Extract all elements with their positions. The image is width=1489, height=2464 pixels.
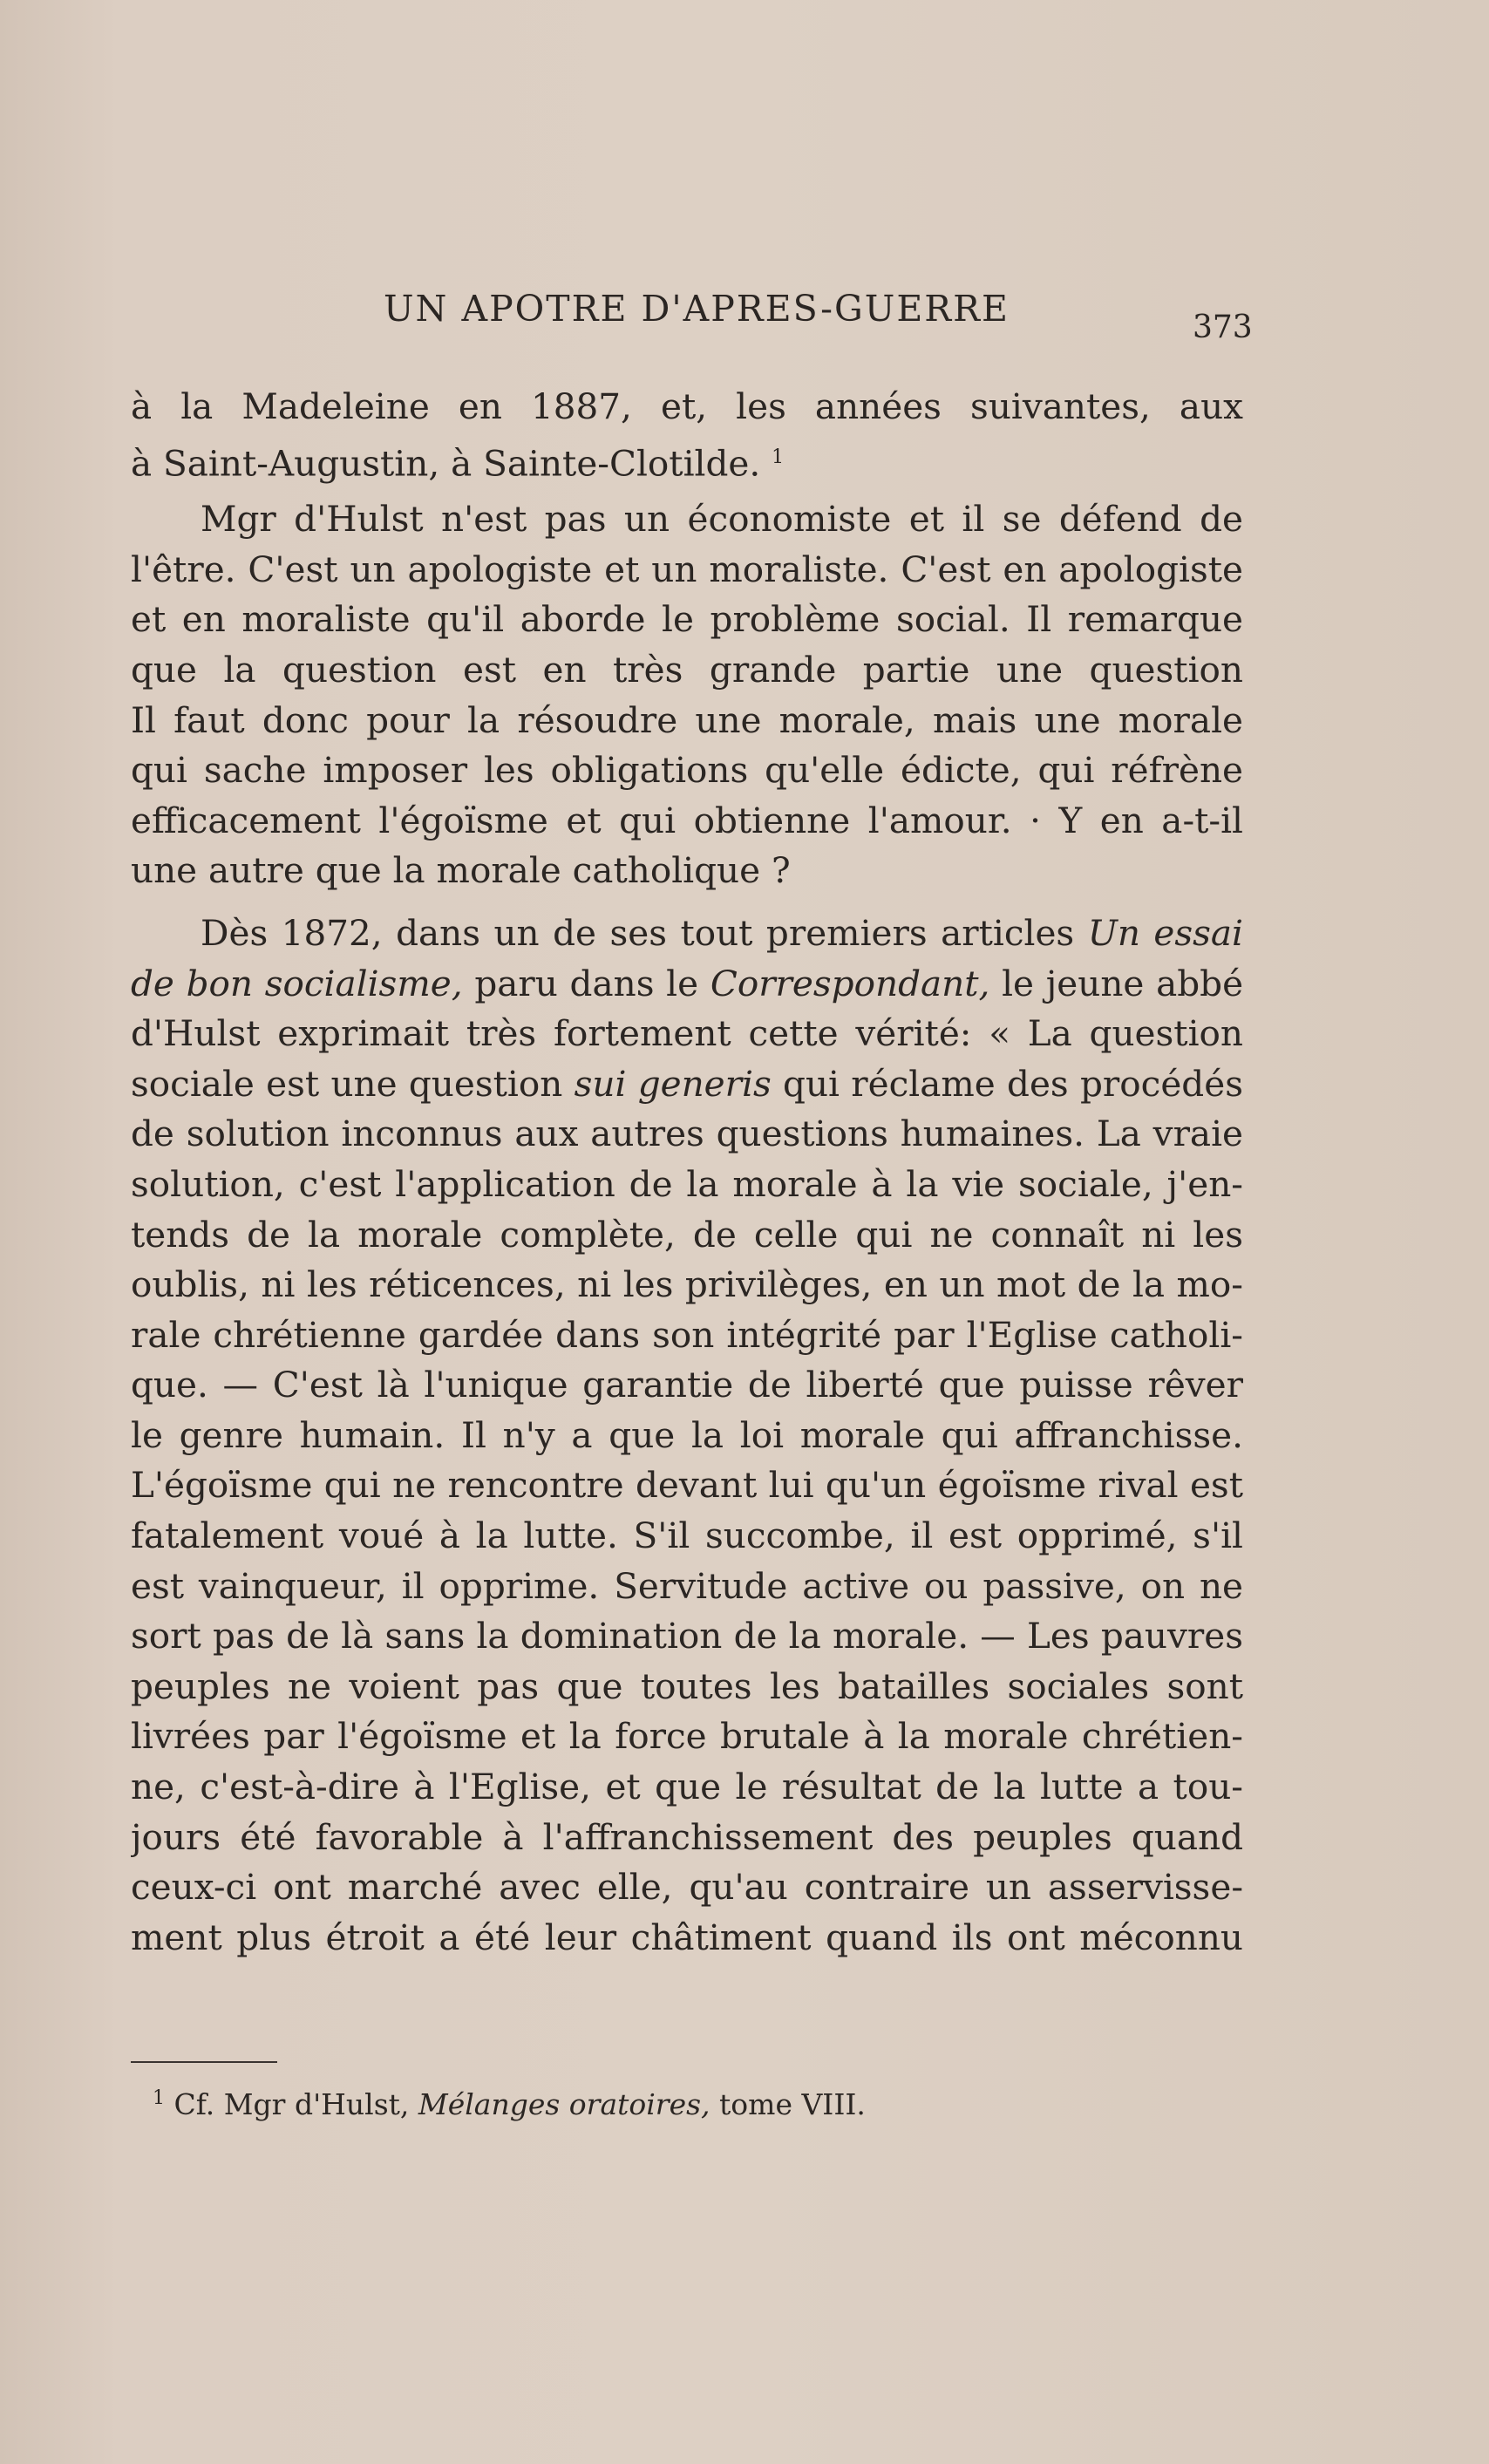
text-line: Mgr d'Hulst n'est pas un économiste et il se défend de xyxy=(201,498,1243,541)
text-segment: à Saint-Augustin, à Sainte-Clotilde. xyxy=(131,442,761,485)
text-line: L'égoïsme qui ne rencontre devant lui qu'un égoïsme rival est xyxy=(131,1464,1243,1507)
footnote-text: Cf. Mgr d'Hulst, xyxy=(173,2087,410,2121)
running-title: UN APOTRE D'APRES-GUERRE xyxy=(384,288,1010,330)
footnote xyxy=(153,2087,866,2121)
text-line xyxy=(131,1059,1243,1110)
footnote-rule xyxy=(131,2061,277,2063)
text-line xyxy=(131,432,1243,483)
text-line xyxy=(131,909,1243,959)
text-line: peuples ne voient pas que toutes les batailles sociales sont xyxy=(131,1664,1243,1707)
text-line: l'être. C'est un apologiste et un moraliste. C'est en apologiste xyxy=(131,548,1243,590)
text-line: rale chrétienne gardée dans son intégrité par l'Eglise catholi- xyxy=(131,1313,1243,1356)
latin-phrase: sui generis xyxy=(574,1062,772,1105)
footnote-mark: 1 xyxy=(153,2087,165,2109)
text-line: ne, c'est-à-dire à l'Eglise, et que le résultat de la lutte a tou- xyxy=(131,1766,1243,1808)
text-line: d'Hulst exprimait très fortement cette vérité: « La question xyxy=(131,1012,1243,1055)
text-line: et en moraliste qu'il aborde le problème social. Il remarque xyxy=(131,598,1243,641)
text-line: solution, c'est l'application de la morale à la vie sociale, j'en- xyxy=(131,1162,1243,1205)
text-line xyxy=(131,959,1243,1010)
footnote-reference: 1 xyxy=(772,446,785,468)
text-line: que. — C'est là l'unique garantie de liberté que puisse rêver xyxy=(131,1364,1243,1406)
text-line: que la question est en très grande partie une question xyxy=(131,648,1243,691)
text-line: ment plus étroit a été leur châtiment quand ils ont méconnu xyxy=(131,1916,1243,1958)
text-line: est vainqueur, il opprime. Servitude active ou passive, on ne xyxy=(131,1564,1243,1607)
text-line: une autre que la morale catholique ? xyxy=(131,849,791,892)
text-segment: paru dans le xyxy=(474,962,699,1004)
text-segment: qui réclame des procédés xyxy=(783,1062,1243,1105)
text-segment: le jeune abbé xyxy=(1002,962,1243,1004)
article-title: Un essai xyxy=(1087,911,1243,954)
text-line: Il faut donc pour la résoudre une morale, mais une morale xyxy=(131,698,1243,741)
text-line: qui sache imposer les obligations qu'elle édicte, qui réfrène xyxy=(131,749,1243,792)
text-line: oublis, ni les réticences, ni les privilèges, en un mot de la mo- xyxy=(131,1263,1243,1306)
text-line: à la Madeleine en 1887, et, les années suivantes, aux xyxy=(131,385,1243,427)
text-segment: Dès 1872, dans un de ses tout premiers articles xyxy=(201,911,1075,954)
text-segment: sociale est une question xyxy=(131,1062,563,1105)
text-line: tends de la morale complète, de celle qui ne connaît ni les xyxy=(131,1213,1243,1256)
page-number: 373 xyxy=(1193,310,1253,345)
main-text xyxy=(131,382,1243,1963)
text-line: ceux-ci ont marché avec elle, qu'au contraire un asservisse- xyxy=(131,1866,1243,1909)
text-line: le genre humain. Il n'y a que la loi morale qui affranchisse. xyxy=(131,1413,1243,1456)
text-line: fatalement voué à la lutte. S'il succombe, il est opprimé, s'il xyxy=(131,1514,1243,1557)
text-line: de solution inconnus aux autres questions humaines. La vraie xyxy=(131,1113,1243,1155)
article-title: de bon socialisme, xyxy=(131,962,463,1004)
text-line: efficacement l'égoïsme et qui obtienne l'amour. · Y en a-t-il xyxy=(131,799,1243,841)
footnote-book-title: Mélanges oratoires, xyxy=(418,2087,711,2121)
footnote-text: tome VIII. xyxy=(719,2087,866,2121)
text-line: livrées par l'égoïsme et la force brutale à la morale chrétien- xyxy=(131,1715,1243,1758)
text-line: sort pas de là sans la domination de la morale. — Les pauvres xyxy=(131,1615,1243,1657)
text-line: jours été favorable à l'affranchissement des peuples quand xyxy=(131,1815,1243,1858)
journal-title: Correspondant, xyxy=(710,962,990,1004)
